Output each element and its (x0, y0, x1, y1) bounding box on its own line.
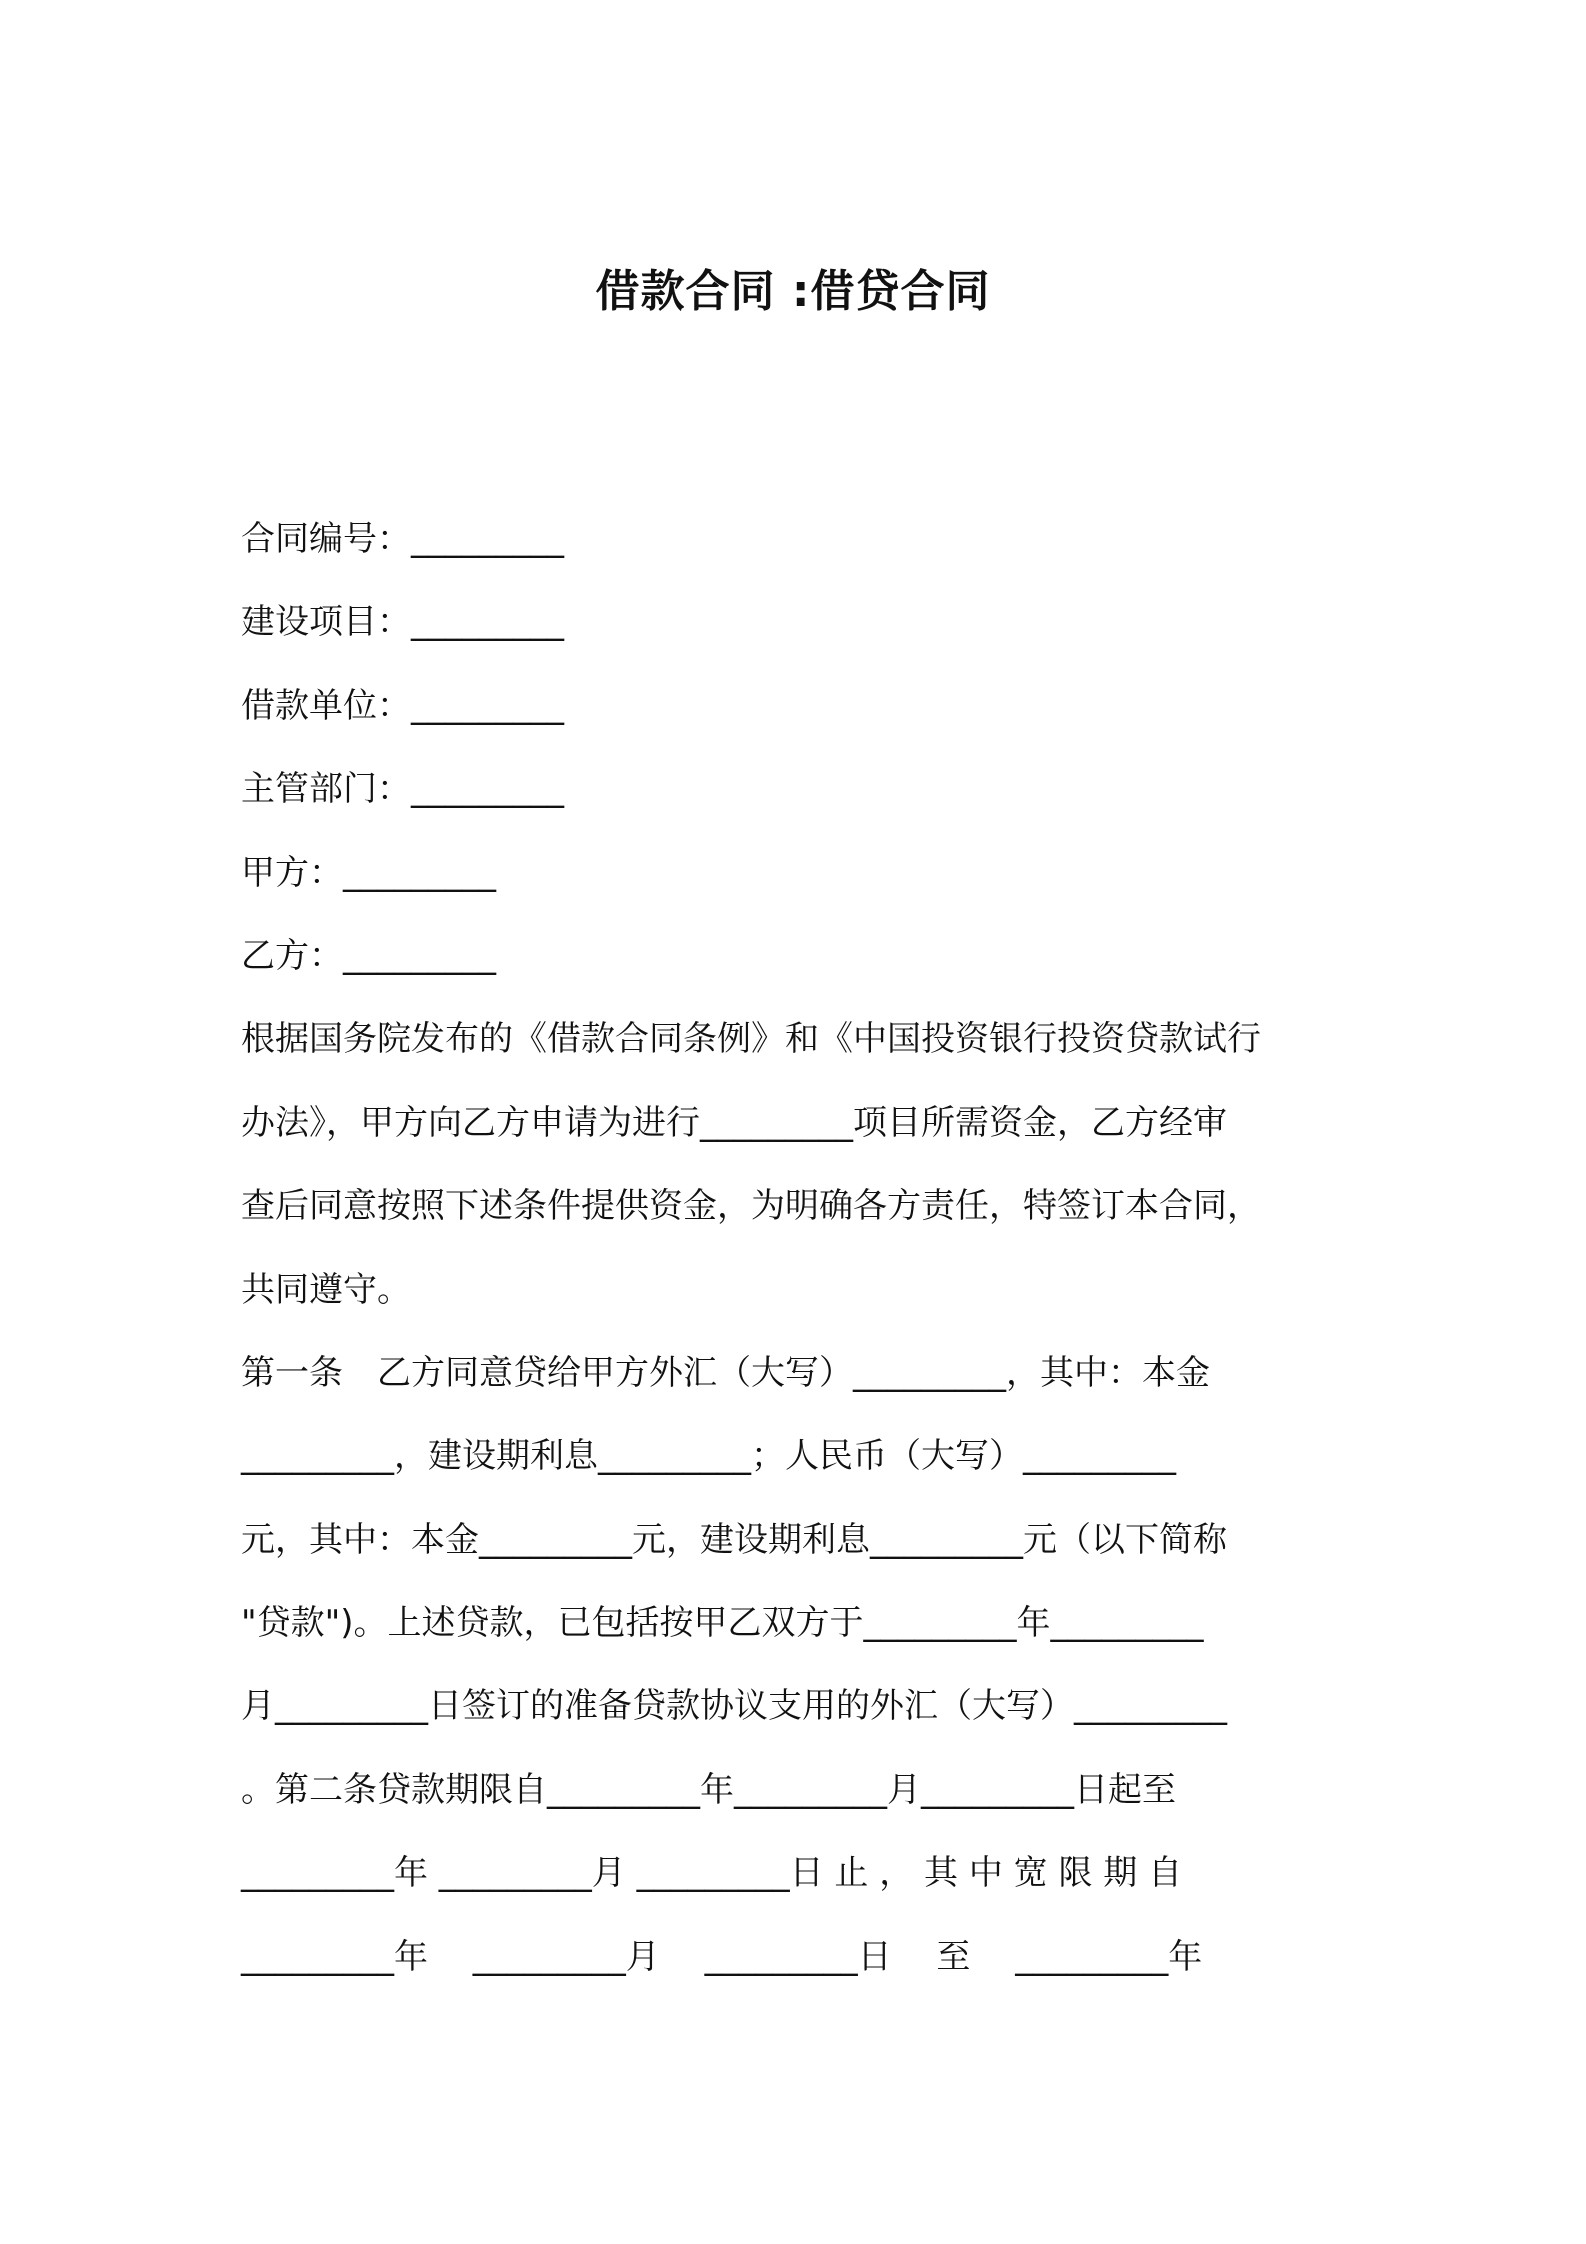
field-blank: _________ (411, 519, 564, 559)
article-line: 元，其中：本金_________元，建设期利息_________元（以下简称 (241, 1519, 1227, 1560)
article-line: _________年 _________月 _________日 止 ， 其 中 宽 限 期 自 (241, 1853, 1183, 1894)
field-label: 建设项目： (241, 602, 411, 643)
preamble-line: 共同遵守。 (241, 1269, 411, 1310)
field-blank: _________ (343, 852, 496, 893)
field-label: 借款单位： (241, 685, 411, 726)
field-blank: _________ (411, 685, 564, 726)
field-blank: _________ (411, 602, 564, 643)
preamble-line: 办法》，甲方向乙方申请为进行_________项目所需资金，乙方经审 (241, 1102, 1227, 1143)
field-label: 主管部门： (241, 769, 411, 810)
field-label: 合同编号： (241, 519, 411, 559)
field-label: 乙方： (241, 935, 343, 976)
article-line: 月_________日签订的准备贷款协议支用的外汇（大写）_________ (241, 1686, 1227, 1727)
field-party-a (241, 832, 1353, 915)
document-title: 借款合同 :借贷合同 (595, 266, 991, 317)
article-line: _________年 _________月 _________日 至 _________年 (241, 1936, 1203, 1977)
field-contract-number (241, 498, 1353, 581)
field-supervising-department (241, 748, 1353, 831)
article-line: 。第二条贷款期限自_________年_________月_________日起至 (241, 1769, 1176, 1810)
document-body (241, 498, 1353, 1999)
article-line: 第一条 乙方同意贷给甲方外汇（大写）_________，其中：本金 (241, 1352, 1210, 1393)
field-borrowing-unit (241, 665, 1353, 748)
field-blank: _________ (411, 769, 564, 810)
field-construction-project (241, 581, 1353, 664)
field-label: 甲方： (241, 852, 343, 893)
field-blank: _________ (343, 935, 496, 976)
field-party-b (241, 915, 1353, 998)
preamble-line: 查后同意按照下述条件提供资金，为明确各方责任，特签订本合同， (241, 1186, 1261, 1227)
article-line: "贷款")。上述贷款，已包括按甲乙双方于_________年_________ (241, 1603, 1204, 1644)
preamble-line: 根据国务院发布的《借款合同条例》和《中国投资银行投资贷款试行 (241, 1019, 1261, 1060)
article-line: _________，建设期利息_________；人民币（大写）_________ (241, 1436, 1176, 1477)
